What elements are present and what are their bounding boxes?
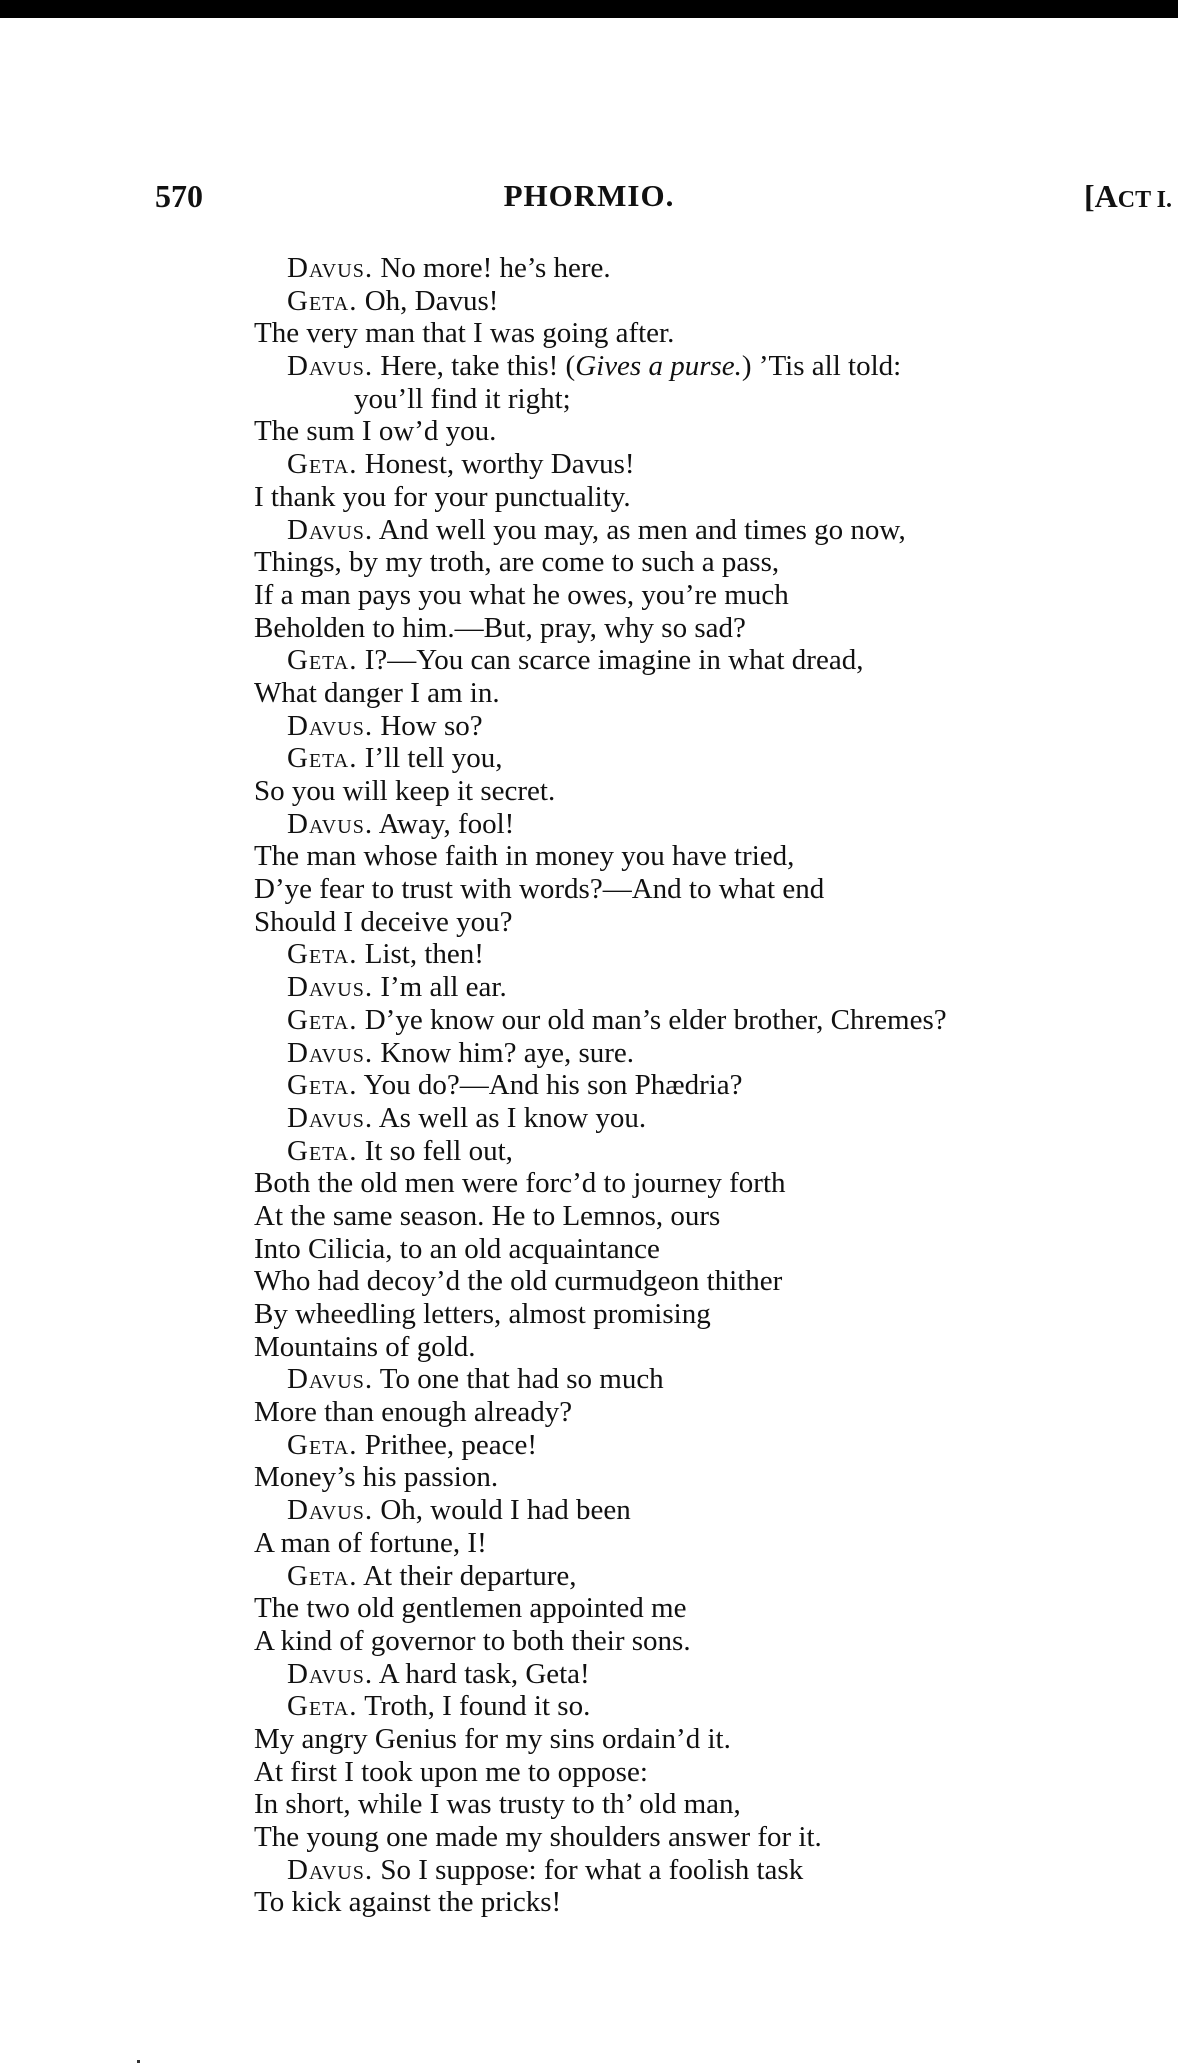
text-line — [254, 285, 1174, 318]
line-text: you’ll find it right; — [354, 382, 571, 415]
text-line — [254, 579, 1174, 612]
act-prefix: [A — [1083, 178, 1118, 214]
speaker-name: Davus. — [287, 350, 374, 383]
text-line — [254, 448, 1174, 481]
line-text: Prithee, peace! — [357, 1428, 538, 1461]
text-line — [254, 1494, 1174, 1527]
line-text: List, then! — [357, 938, 484, 971]
text-line — [254, 252, 1174, 285]
line-text: Oh, Davus! — [357, 284, 499, 317]
line-text: Money’s his passion. — [254, 1461, 499, 1494]
speaker-name: Davus. — [287, 1853, 374, 1886]
text-line — [254, 1363, 1174, 1396]
line-text: So you will keep it secret. — [254, 775, 556, 807]
text-line — [254, 1886, 1174, 1919]
text-line — [254, 1690, 1174, 1723]
line-text: As well as I know you. — [373, 1101, 647, 1134]
text-line — [254, 1592, 1174, 1625]
line-text: The two old gentlemen appointed me — [254, 1592, 687, 1625]
line-text: The very man that I was going after. — [254, 317, 675, 350]
line-text: At their departure, — [357, 1559, 577, 1592]
text-line — [254, 906, 1174, 939]
text-line — [254, 971, 1174, 1004]
speaker-name: Davus. — [287, 1036, 374, 1069]
speaker-name: Geta. — [287, 644, 358, 677]
text-line — [254, 415, 1174, 448]
line-text: Both the old men were forc’d to journey forth — [254, 1167, 786, 1200]
text-line — [254, 1037, 1174, 1070]
line-text: A man of fortune, I! — [254, 1526, 487, 1559]
text-line — [254, 1069, 1174, 1102]
speaker-name: Geta. — [287, 1559, 358, 1592]
line-text: How so? — [373, 709, 483, 742]
line-text-after: ) ’Tis all told: — [741, 350, 902, 383]
text-line — [254, 1429, 1174, 1462]
text-line — [254, 1102, 1174, 1135]
text-line — [254, 1200, 1174, 1233]
text-line — [254, 1135, 1174, 1168]
speaker-name: Geta. — [287, 1690, 358, 1723]
line-text: I’m all ear. — [373, 971, 507, 1004]
speaker-name: Davus. — [287, 1363, 374, 1396]
text-line — [254, 1788, 1174, 1821]
speaker-name: Geta. — [287, 1069, 358, 1102]
line-text: At the same season. He to Lemnos, ours — [254, 1199, 721, 1232]
line-text: In short, while I was trusty to th’ old man, — [254, 1788, 741, 1821]
text-line — [254, 1821, 1174, 1854]
speaker-name: Davus. — [287, 513, 374, 546]
page-header — [0, 178, 1178, 222]
running-title: PHORMIO. — [503, 178, 675, 213]
line-text: Away, fool! — [373, 807, 515, 840]
line-text: Mountains of gold. — [254, 1330, 476, 1363]
text-line — [254, 612, 1174, 645]
text-line — [254, 546, 1174, 579]
text-line — [254, 1233, 1174, 1266]
speaker-name: Davus. — [287, 971, 374, 1004]
line-text: I thank you for your punctuality. — [254, 480, 631, 513]
speaker-name: Geta. — [287, 1003, 358, 1036]
text-line — [254, 710, 1174, 743]
line-text: Here, take this! ( — [373, 350, 576, 383]
line-text: If a man pays you what he owes, you’re much — [254, 578, 789, 611]
text-line — [254, 873, 1174, 906]
text-line — [254, 1461, 1174, 1494]
text-line — [254, 1527, 1174, 1560]
line-text: The man whose faith in money you have tried, — [254, 840, 795, 873]
line-text: I’ll tell you, — [357, 742, 503, 775]
line-text: D’ye know our old man’s elder brother, Chremes? — [357, 1003, 947, 1036]
line-text: Into Cilicia, to an old acquaintance — [254, 1232, 660, 1265]
text-line — [254, 808, 1174, 841]
speaker-name: Geta. — [287, 938, 358, 971]
text-line — [254, 350, 1174, 383]
speaker-name: Davus. — [287, 1657, 374, 1690]
speaker-name: Davus. — [287, 1101, 374, 1134]
line-text: To one that had so much — [373, 1363, 664, 1396]
scan-speck — [137, 2060, 140, 2063]
line-text: Troth, I found it so. — [357, 1690, 591, 1723]
text-line — [254, 1331, 1174, 1364]
speaker-name: Geta. — [287, 284, 358, 317]
text-line — [254, 1854, 1174, 1887]
line-text: Who had decoy’d the old curmudgeon thither — [254, 1265, 783, 1298]
speaker-name: Geta. — [287, 448, 358, 481]
text-line — [254, 1298, 1174, 1331]
speaker-name: Davus. — [287, 709, 374, 742]
text-line — [254, 383, 1174, 416]
text-line — [254, 317, 1174, 350]
text-line — [254, 1658, 1174, 1691]
line-text: Should I deceive you? — [254, 905, 513, 938]
text-line — [254, 1625, 1174, 1658]
text-line — [254, 1167, 1174, 1200]
line-text: And well you may, as men and times go now, — [373, 513, 906, 546]
line-text: The sum I ow’d you. — [254, 415, 497, 448]
line-text: No more! he’s here. — [373, 252, 611, 284]
text-line — [254, 514, 1174, 547]
text-line — [254, 1560, 1174, 1593]
line-text: To kick against the pricks! — [254, 1886, 562, 1919]
line-text: What danger I am in. — [254, 676, 500, 709]
act-rest: CT I. — [1117, 187, 1172, 213]
text-line — [254, 677, 1174, 710]
text-line — [254, 1004, 1174, 1037]
line-text: By wheedling letters, almost promising — [254, 1298, 711, 1330]
speaker-name: Geta. — [287, 742, 358, 775]
text-line — [254, 742, 1174, 775]
line-text: Oh, would I had been — [373, 1494, 631, 1527]
scan-top-border — [0, 0, 1178, 18]
speaker-name: Geta. — [287, 1134, 358, 1167]
line-text: A hard task, Geta! — [373, 1657, 590, 1690]
line-text: It so fell out, — [357, 1134, 513, 1167]
line-text: More than enough already? — [254, 1396, 573, 1429]
line-text: The young one made my shoulders answer for it. — [254, 1821, 822, 1853]
text-line — [254, 1396, 1174, 1429]
line-text: At first I took upon me to oppose: — [254, 1755, 648, 1788]
text-line — [254, 840, 1174, 873]
speaker-name: Davus. — [287, 807, 374, 840]
text-line — [254, 1265, 1174, 1298]
speaker-name: Davus. — [287, 1494, 374, 1527]
speaker-name: Geta. — [287, 1428, 358, 1461]
page-number: 570 — [155, 178, 203, 214]
line-text: Know him? aye, sure. — [373, 1036, 635, 1069]
line-text: My angry Genius for my sins ordain’d it. — [254, 1722, 731, 1755]
line-text: Beholden to him.—But, pray, why so sad? — [254, 611, 746, 644]
line-text: D’ye fear to trust with words?—And to what end — [254, 873, 825, 906]
line-text: I?—You can scarce imagine in what dread, — [357, 644, 864, 677]
line-text: A kind of governor to both their sons. — [254, 1624, 691, 1657]
text-line — [254, 644, 1174, 677]
text-line — [254, 938, 1174, 971]
play-text — [254, 252, 1174, 1919]
text-line — [254, 481, 1174, 514]
text-line — [254, 775, 1174, 808]
line-text: So I suppose: for what a foolish task — [373, 1853, 804, 1886]
line-text: Honest, worthy Davus! — [357, 448, 635, 481]
speaker-name: Davus. — [287, 252, 374, 284]
stage-direction: Gives a purse. — [575, 350, 742, 383]
text-line — [254, 1723, 1174, 1756]
act-indicator — [1084, 178, 1172, 215]
line-text: You do?—And his son Phædria? — [357, 1069, 743, 1102]
line-text: Things, by my troth, are come to such a pass, — [254, 546, 780, 579]
text-line — [254, 1756, 1174, 1789]
